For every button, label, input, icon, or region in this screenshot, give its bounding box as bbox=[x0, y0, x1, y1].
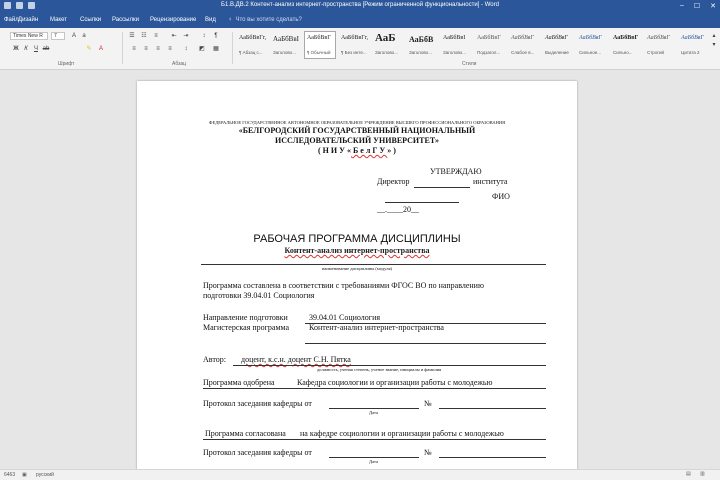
style-sample: АаБ bbox=[375, 32, 396, 44]
window-title: Б1.В.ДВ.2 Контент-анализ интернет-пространства [Режим ограниченной функциональности] - Word bbox=[221, 2, 499, 8]
ribbon bbox=[0, 28, 720, 70]
document-page[interactable] bbox=[137, 81, 577, 480]
align-left-icon[interactable]: ≡ bbox=[132, 46, 136, 52]
style-item[interactable] bbox=[508, 31, 540, 59]
status-bar bbox=[0, 469, 720, 480]
tab-layout[interactable]: Макет bbox=[50, 17, 67, 23]
style-name: Сильно... bbox=[613, 50, 633, 55]
compiled-line-2: подготовки 39.04.01 Социология bbox=[203, 291, 315, 300]
fio-label: ФИО bbox=[492, 192, 510, 201]
strikethrough-icon[interactable]: ab bbox=[42, 46, 50, 52]
compiled-line-1: Программа составлена в соответствии с требованиями ФГОС ВО по направлению bbox=[203, 281, 484, 290]
style-item[interactable] bbox=[236, 31, 268, 59]
program-title: РАБОЧАЯ ПРОГРАММА ДИСЦИПЛИНЫ bbox=[253, 233, 461, 245]
date-line bbox=[329, 457, 419, 458]
multilevel-list-icon[interactable]: ≡ bbox=[154, 33, 158, 39]
minimize-icon[interactable]: – bbox=[679, 2, 684, 9]
show-marks-icon[interactable]: ¶ bbox=[214, 33, 218, 39]
style-sample: АаБбВвГ bbox=[579, 35, 602, 41]
agreed-label: Программа согласована bbox=[205, 429, 286, 438]
author-label: Автор: bbox=[203, 355, 226, 364]
ribbon-tabs bbox=[0, 14, 720, 28]
style-name: Сильное... bbox=[579, 50, 601, 55]
print-layout-icon[interactable]: ▤ bbox=[686, 471, 691, 477]
approved-label: Программа одобрена bbox=[203, 378, 275, 387]
style-name: ¶ Без инте... bbox=[341, 50, 367, 55]
style-name: Слабое в... bbox=[511, 50, 535, 55]
proofing-icon[interactable]: ▣ bbox=[22, 472, 27, 478]
maximize-icon[interactable]: ☐ bbox=[693, 3, 701, 10]
style-sample: АаБбВвІ bbox=[443, 35, 466, 41]
discipline-caption: наименование дисциплины (модуля) bbox=[321, 266, 393, 271]
protocol-label-2: Протокол заседания кафедры от bbox=[203, 448, 312, 457]
align-right-icon[interactable]: ≡ bbox=[156, 46, 160, 52]
univ-abbrev-start: ( Н И У « bbox=[318, 146, 351, 155]
separator bbox=[232, 32, 233, 64]
tell-me-box[interactable] bbox=[228, 17, 302, 23]
underline-icon[interactable]: Ч bbox=[34, 46, 38, 52]
approval-date: __.____20__ bbox=[377, 205, 419, 214]
direction-value: 39.04.01 Социология bbox=[309, 313, 381, 322]
style-name: ¶ Обычный bbox=[307, 50, 331, 55]
style-sample: АаБбВвГ bbox=[681, 35, 704, 41]
number-sign: № bbox=[424, 399, 432, 408]
bullets-icon[interactable]: ☰ bbox=[129, 33, 135, 39]
university-line-3: ( Н И У « Б е л Г У » ) bbox=[318, 146, 396, 155]
style-name: ¶ Абзац с... bbox=[239, 50, 263, 55]
style-sample: АаБбВвІ bbox=[273, 35, 299, 43]
justify-icon[interactable]: ≡ bbox=[168, 46, 172, 52]
director-label: Директор bbox=[377, 177, 410, 186]
field-line bbox=[305, 343, 546, 344]
style-item[interactable] bbox=[338, 31, 370, 59]
group-font-label: Шрифт bbox=[58, 61, 75, 67]
field-line bbox=[203, 388, 546, 389]
font-name-combobox[interactable]: Times New R bbox=[10, 32, 48, 40]
field-line bbox=[203, 439, 546, 440]
author-caption: должность, ученая степень, ученое звание, инициалы и фамилия bbox=[317, 367, 442, 372]
line-spacing-icon[interactable]: ↕ bbox=[184, 46, 188, 52]
number-line bbox=[439, 408, 546, 409]
font-size-combobox[interactable]: 7 bbox=[51, 32, 65, 40]
style-sample: АаБбВвГ bbox=[477, 35, 501, 41]
style-item[interactable] bbox=[678, 31, 710, 59]
decrease-indent-icon[interactable]: ⇤ bbox=[171, 33, 177, 39]
master-value: Контент-анализ интернет-пространства bbox=[309, 323, 444, 332]
style-name: Подзагол... bbox=[477, 50, 501, 55]
style-name: Строгий bbox=[647, 50, 664, 55]
style-sample: АаБбВвГ bbox=[613, 35, 639, 41]
tell-me-text: Что вы хотите сделать? bbox=[235, 17, 302, 23]
university-line-2: ИССЛЕДОВАТЕЛЬСКИЙ УНИВЕРСИТЕТ» bbox=[275, 136, 439, 145]
style-item[interactable] bbox=[372, 31, 404, 59]
direction-label: Направление подготовки bbox=[203, 313, 288, 322]
date-line bbox=[329, 408, 419, 409]
style-item-normal[interactable] bbox=[304, 31, 336, 59]
discipline-line bbox=[201, 264, 546, 265]
highlight-icon[interactable]: ✎ bbox=[86, 46, 92, 52]
number-sign-2: № bbox=[424, 448, 432, 457]
close-icon[interactable]: ✕ bbox=[710, 3, 716, 10]
style-item[interactable] bbox=[610, 31, 642, 59]
style-sample: АаБбВвГг, bbox=[239, 35, 267, 41]
style-sample: АаБбВвГ bbox=[545, 35, 568, 41]
tab-references[interactable]: Ссылки bbox=[80, 17, 102, 23]
style-name: Цитата 2 bbox=[681, 50, 700, 55]
shading-icon[interactable]: ◩ bbox=[199, 46, 205, 52]
institute-label: института bbox=[473, 177, 508, 186]
numbering-icon[interactable]: ☷ bbox=[141, 33, 147, 39]
style-sample: АаБбВвГ bbox=[307, 35, 331, 41]
increase-indent-icon[interactable]: ⇥ bbox=[183, 33, 189, 39]
style-item[interactable] bbox=[440, 31, 472, 59]
number-line bbox=[439, 457, 546, 458]
tab-review[interactable]: Рецензирование bbox=[150, 17, 197, 23]
agreed-value: на кафедре социологии и организации работы с молодежью bbox=[300, 429, 504, 438]
gallery-up-icon[interactable]: ▴ bbox=[712, 33, 716, 39]
signature-line bbox=[414, 187, 470, 188]
style-item[interactable] bbox=[644, 31, 676, 59]
lightbulb-icon: ♀ bbox=[228, 17, 233, 23]
style-item[interactable] bbox=[406, 31, 438, 59]
window-controls bbox=[680, 2, 716, 10]
approve-label: УТВЕРЖДАЮ bbox=[430, 167, 482, 176]
bold-icon[interactable]: Ж bbox=[13, 46, 19, 52]
date-caption-2: Дата bbox=[369, 459, 378, 464]
italic-icon[interactable]: К bbox=[24, 46, 28, 52]
separator bbox=[122, 32, 123, 64]
univ-abbrev-end: ) bbox=[393, 146, 396, 155]
protocol-label: Протокол заседания кафедры от bbox=[203, 399, 312, 408]
ruler-area bbox=[0, 70, 720, 78]
group-paragraph-label: Абзац bbox=[172, 61, 187, 67]
style-sample: АаБбВвГг, bbox=[341, 35, 369, 41]
style-item[interactable] bbox=[270, 31, 302, 59]
univ-abbrev-name: Б е л Г У bbox=[351, 146, 388, 155]
language-indicator[interactable]: русский bbox=[36, 472, 54, 478]
align-center-icon[interactable]: ≡ bbox=[144, 46, 148, 52]
style-item[interactable] bbox=[474, 31, 506, 59]
borders-icon[interactable]: ▦ bbox=[213, 46, 219, 52]
style-name: Заголово... bbox=[273, 50, 296, 55]
sort-icon[interactable]: ↕ bbox=[202, 33, 206, 39]
master-label: Магистерская программа bbox=[203, 323, 290, 332]
style-sample: АаБбВвГ bbox=[511, 35, 534, 41]
style-name: Заголово... bbox=[375, 50, 398, 55]
style-item[interactable] bbox=[542, 31, 574, 59]
grow-font-icon[interactable]: A bbox=[71, 33, 76, 39]
approved-value: Кафедра социологии и организации работы с молодежью bbox=[297, 378, 493, 387]
word-count[interactable]: 6463 bbox=[4, 472, 16, 478]
web-layout-icon[interactable]: ▥ bbox=[700, 471, 705, 477]
style-name: Заголово... bbox=[443, 50, 466, 55]
tab-design[interactable]: Дизайн bbox=[18, 17, 39, 23]
style-sample: АаБбВ bbox=[409, 35, 434, 44]
shrink-font-icon[interactable]: a bbox=[82, 33, 86, 39]
tab-view[interactable]: Вид bbox=[205, 17, 216, 23]
date-caption: Дата bbox=[369, 410, 378, 415]
style-item[interactable] bbox=[576, 31, 608, 59]
ministry-line: ФЕДЕРАЛЬНОЕ ГОСУДАРСТВЕННОЕ АВТОНОМНОЕ ОБРАЗОВАТЕЛЬНОЕ УЧРЕЖДЕНИЕ ВЫСШЕГО ПРОФЕССИОНАЛЬНОГО ОБРАЗОВАНИЯ bbox=[208, 120, 506, 125]
font-color-icon[interactable]: A bbox=[98, 46, 103, 52]
signature-line bbox=[385, 202, 459, 203]
title-bar bbox=[0, 0, 720, 14]
style-name: Заголово... bbox=[409, 50, 432, 55]
field-line bbox=[233, 365, 546, 366]
style-sample: АаБбВвГ bbox=[647, 35, 670, 41]
university-line-1: «БЕЛГОРОДСКИЙ ГОСУДАРСТВЕННЫЙ НАЦИОНАЛЬНЫЙ bbox=[238, 126, 476, 135]
group-styles-label: Стили bbox=[462, 61, 477, 67]
tab-file[interactable]: Файл bbox=[4, 17, 19, 23]
gallery-down-icon[interactable]: ▾ bbox=[712, 42, 716, 48]
author-value: доцент, к.с.н. доцент С.Н. Пятка bbox=[241, 355, 351, 364]
tab-mailings[interactable]: Рассылки bbox=[112, 17, 139, 23]
style-name: Выделение bbox=[545, 50, 569, 55]
discipline-name: Контент-анализ интернет-пространства bbox=[284, 246, 430, 255]
